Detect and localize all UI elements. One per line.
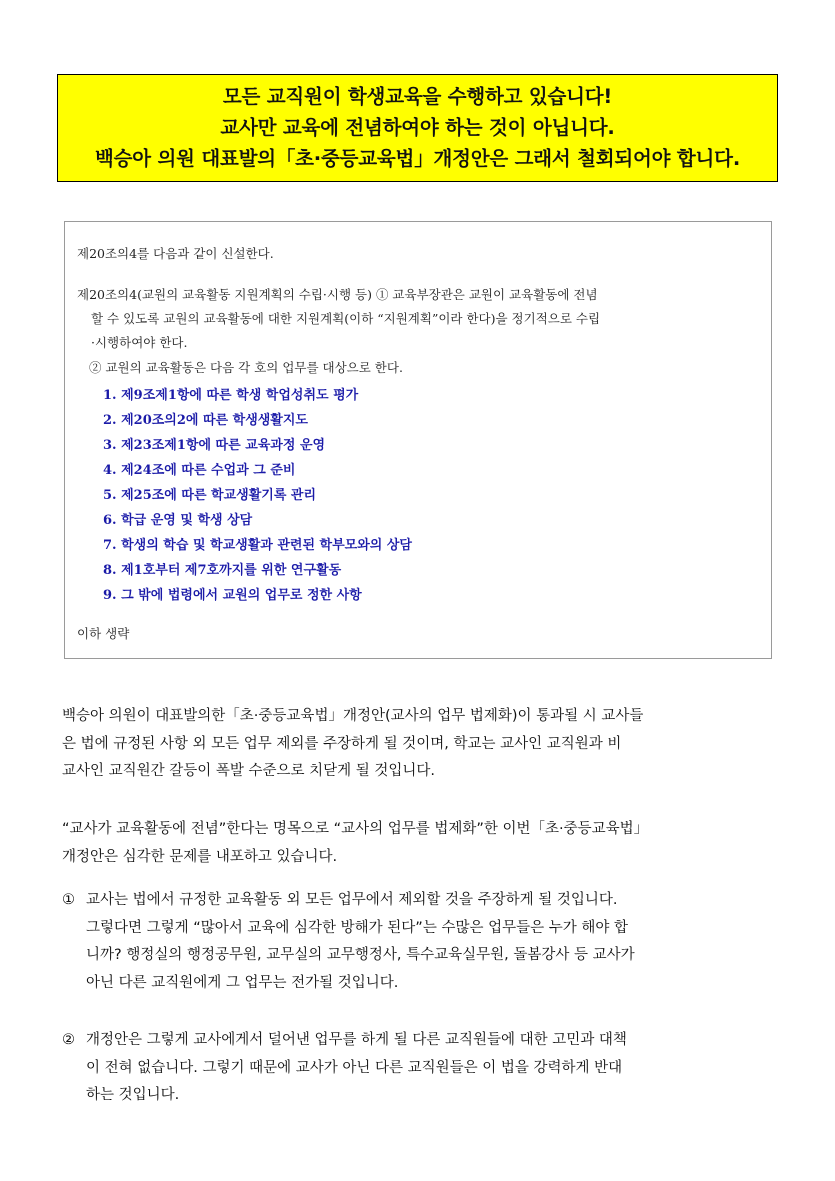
paragraph-line: 이 전혀 없습니다. 그렇기 때문에 교사가 아닌 다른 교직원들은 이 법을 강력하게 반대 (86, 1059, 623, 1076)
paragraph-line: 백승아 의원이 대표발의한「초·중등교육법」개정안(교사의 업무 법제화)이 통과될 시 교사들 (62, 708, 644, 724)
headline-line-1: 모든 교직원이 학생교육을 수행하고 있습니다! (222, 85, 613, 108)
paragraph-line: 그렇다면 그렇게 “많아서 교육에 심각한 방해가 된다”는 수많은 업무들은 누가 해야 합 (86, 919, 628, 936)
point-2 (62, 1027, 782, 1111)
paragraph-line: 하는 것입니다. (86, 1087, 180, 1103)
paragraph-line: 개정안은 그렇게 교사에게서 덜어낸 업무를 하게 될 다른 교직원들에 대한 고민과 대책 (86, 1032, 627, 1048)
headline-line-3: 백승아 의원 대표발의「초·중등교육법」개정안은 그래서 철회되어야 합니다. (94, 147, 741, 170)
law-excerpt-box (64, 221, 772, 659)
point-number: ② (62, 1032, 75, 1048)
law-item: 8. 제1호부터 제7호까지를 위한 연구활동 (103, 563, 342, 578)
headline-line-2: 교사만 교육에 전념하여야 하는 것이 아닙니다. (220, 116, 615, 139)
law-item: 9. 그 밖에 법령에서 교원의 업무로 정한 사항 (103, 588, 362, 603)
law-item: 6. 학급 운영 및 학생 상담 (103, 513, 253, 528)
law-clause2: ② 교원의 교육활동은 다음 각 호의 업무를 대상으로 한다. (89, 360, 403, 375)
headline-banner (57, 74, 778, 182)
law-intro: 제20조의4를 다음과 같이 신설한다. (77, 246, 274, 261)
point-number: ① (62, 892, 75, 908)
law-item: 3. 제23조제1항에 따른 교육과정 운영 (103, 438, 326, 453)
point-text (86, 887, 786, 997)
paragraph-line: 아닌 다른 교직원에게 그 업무는 전가될 것입니다. (86, 974, 399, 991)
law-item: 2. 제20조의2에 따른 학생생활지도 (103, 413, 308, 428)
law-item: 1. 제9조제1항에 따른 학생 학업성취도 평가 (103, 388, 359, 403)
paragraph-line: 교사인 교직원간 갈등이 폭발 수준으로 치닫게 될 것입니다. (62, 763, 436, 779)
paragraph-line: 교사는 법에서 규정한 교육활동 외 모든 업무에서 제외할 것을 주장하게 될 것입니다. (86, 892, 618, 908)
law-clause1-line2: 할 수 있도록 교원의 교육활동에 대한 지원계획(이하 “지원계획”이라 한다)을 정기적으로 수립 (91, 311, 601, 326)
law-ellipsis: 이하 생략 (77, 626, 130, 641)
paragraph-line: 니까? 행정실의 행정공무원, 교무실의 교무행정사, 특수교육실무원, 돌봄강사 등 교사가 (86, 947, 635, 963)
paragraph-1 (62, 703, 782, 786)
point-1 (62, 887, 782, 999)
paragraph-line: 개정안은 심각한 문제를 내포하고 있습니다. (62, 848, 338, 865)
law-item: 7. 학생의 학습 및 학교생활과 관련된 학부모와의 상담 (103, 538, 412, 553)
point-text (86, 1027, 786, 1110)
law-clause1-line3: ·시행하여야 한다. (91, 335, 188, 350)
law-item: 4. 제24조에 따른 수업과 그 준비 (103, 463, 296, 478)
law-clause1-line1: 제20조의4(교원의 교육활동 지원계획의 수립·시행 등) ① 교육부장관은 교원이 교육활동에 전념 (77, 287, 598, 302)
paragraph-2 (62, 816, 782, 871)
paragraph-line: “교사가 교육활동에 전념”한다는 명목으로 “교사의 업무를 법제화”한 이번「초·중등교육법」 (62, 821, 649, 837)
law-item: 5. 제25조에 따른 학교생활기록 관리 (103, 488, 317, 503)
paragraph-line: 은 법에 규정된 사항 외 모든 업무 제외를 주장하게 될 것이며, 학교는 교사인 교직원과 비 (62, 735, 622, 752)
